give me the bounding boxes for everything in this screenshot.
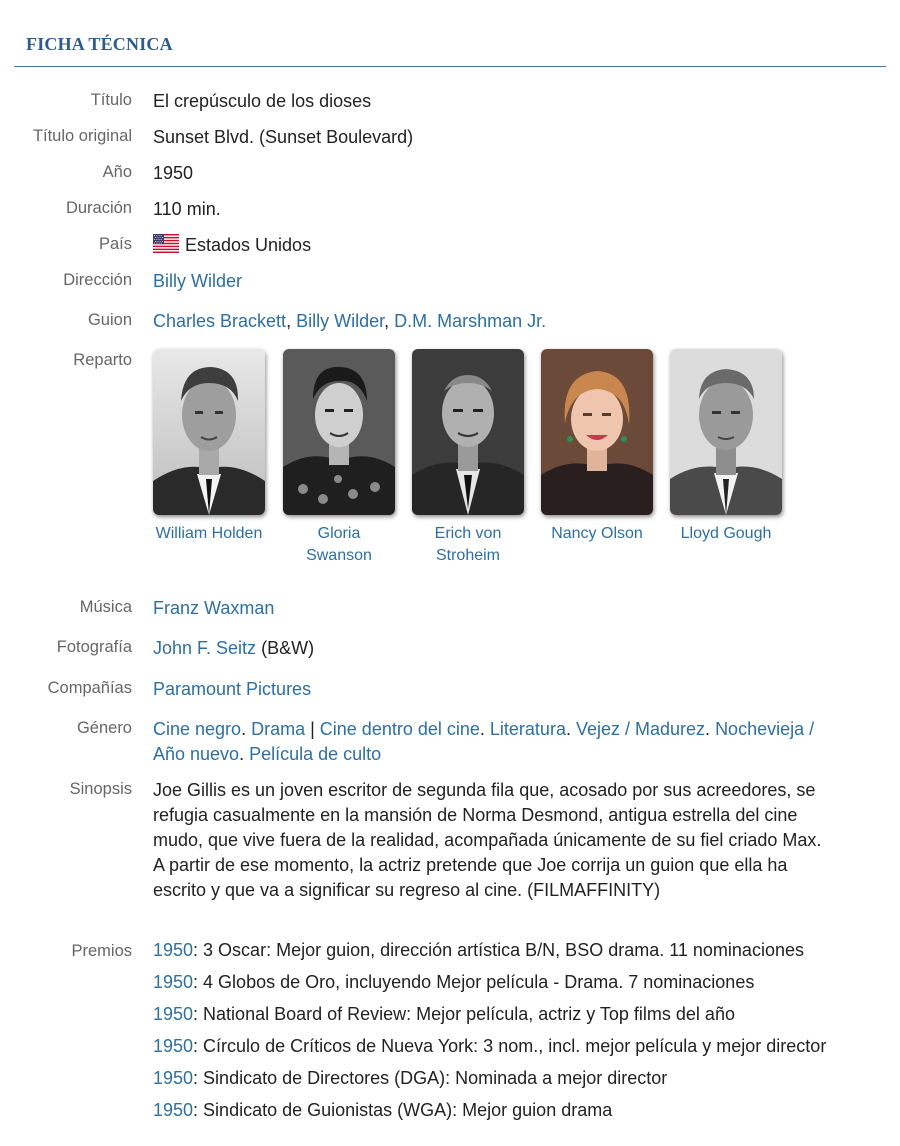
genre-link[interactable]: Cine negro — [153, 719, 242, 739]
label-companias: Compañías — [47, 679, 132, 697]
award-year-link[interactable]: 1950 — [153, 1100, 194, 1120]
value-pais-text: Estados Unidos — [185, 235, 312, 255]
section-header — [14, 34, 886, 67]
label-fotografia: Fotografía — [56, 638, 132, 656]
genre-link[interactable]: Drama — [251, 719, 306, 739]
writer-link[interactable]: D.M. Marshman Jr. — [394, 311, 547, 331]
actor-name-link[interactable]: Nancy Olson — [551, 525, 643, 542]
synopsis-text: Joe Gillis es un joven escritor de segunda fila que, acosado por sus acreedores, se refugia casualmente en la mansión de Norma Desmond, antigua estrella del cine mudo, que vive fuera de la realidad, acompañada únicamente de su fiel criado Max. A partir de ese momento, la actriz pretende que Joe corrija un guion que ella ha escrito y que va a significar su regreso al cine. (FILMAFFINITY) — [153, 780, 822, 900]
director-link[interactable]: Billy Wilder — [153, 271, 243, 291]
topic-link[interactable]: Vejez / Madurez — [575, 719, 706, 739]
award-year-link[interactable]: 1950 — [153, 1068, 194, 1088]
actor-name-link[interactable]: Gloria Swanson — [306, 525, 372, 564]
award-item: 1950: Círculo de Críticos de Nueva York: 3 nom., incl. mejor película y mejor director — [153, 1036, 827, 1056]
topic-link[interactable]: Nochevieja / — [715, 719, 815, 739]
actress-photo[interactable] — [283, 349, 395, 515]
topic-link[interactable]: Película de culto — [249, 744, 382, 764]
actor-name-link[interactable]: Erich von Stroheim — [434, 525, 502, 564]
actor-photo[interactable] — [670, 349, 782, 515]
award-item: 1950: 3 Oscar: Mejor guion, dirección artística B/N, BSO drama. 11 nominaciones — [153, 940, 804, 960]
value-titulo-original: Sunset Blvd. (Sunset Boulevard) — [153, 127, 414, 147]
actor-photo[interactable] — [412, 349, 524, 515]
label-reparto: Reparto — [73, 351, 132, 369]
actor-name-link[interactable]: William Holden — [155, 525, 263, 542]
photo-format: (B&W) — [261, 638, 315, 658]
label-pais: País — [98, 235, 132, 253]
award-year-link[interactable]: 1950 — [153, 1036, 194, 1056]
company-link[interactable]: Paramount Pictures — [153, 679, 312, 699]
value-anio: 1950 — [153, 163, 194, 183]
award-item: 1950: Sindicato de Guionistas (WGA): Mejor guion drama — [153, 1100, 613, 1120]
topic-link[interactable]: Literatura — [489, 719, 566, 739]
value-fotografia — [153, 636, 883, 661]
value-duracion: 110 min. — [153, 199, 221, 219]
writer-link[interactable]: Charles Brackett — [153, 311, 287, 331]
actor-name-link[interactable]: Lloyd Gough — [680, 525, 772, 542]
award-year-link[interactable]: 1950 — [153, 972, 194, 992]
label-premios: Premios — [71, 942, 132, 960]
section-title: FICHA TÉCNICA — [26, 34, 173, 54]
label-musica: Música — [79, 598, 132, 616]
label-anio: Año — [102, 163, 132, 181]
label-titulo-original: Título original — [32, 127, 132, 145]
label-guion: Guion — [87, 311, 132, 329]
topic-link[interactable]: Año nuevo — [153, 744, 240, 764]
composer-link[interactable]: Franz Waxman — [153, 598, 275, 618]
value-titulo: El crepúsculo de los dioses — [153, 91, 372, 111]
writer-link[interactable]: Billy Wilder — [296, 311, 385, 331]
topic-link[interactable]: Cine dentro del cine — [319, 719, 480, 739]
actor-photo[interactable] — [153, 349, 265, 515]
value-companias — [153, 677, 883, 702]
value-genero: Cine negro. Drama | Cine dentro del cine. Literatura. Vejez / Madurez. Nochevieja / Año nuevo. Película de culto — [153, 719, 815, 764]
value-guion: Charles Brackett, Billy Wilder, D.M. Marshman Jr. — [153, 311, 547, 331]
award-item: 1950: National Board of Review: Mejor película, actriz y Top films del año — [153, 1004, 735, 1024]
label-sinopsis: Sinopsis — [69, 780, 132, 798]
award-item: 1950: 4 Globos de Oro, incluyendo Mejor película - Drama. 7 nominaciones — [153, 972, 755, 992]
label-direccion: Dirección — [63, 271, 132, 289]
label-genero: Género — [76, 719, 132, 737]
value-pais — [153, 233, 883, 258]
award-item: 1950: Sindicato de Directores (DGA): Nominada a mejor director — [153, 1068, 668, 1088]
award-year-link[interactable]: 1950 — [153, 1004, 194, 1024]
label-titulo: Título — [90, 91, 132, 109]
award-year-link[interactable]: 1950 — [153, 940, 194, 960]
actress-photo[interactable] — [541, 349, 653, 515]
value-direccion — [153, 269, 883, 294]
label-duracion: Duración — [65, 199, 132, 217]
value-musica — [153, 596, 883, 621]
cinematographer-link[interactable]: John F. Seitz — [153, 638, 257, 658]
us-flag-icon — [153, 234, 179, 253]
